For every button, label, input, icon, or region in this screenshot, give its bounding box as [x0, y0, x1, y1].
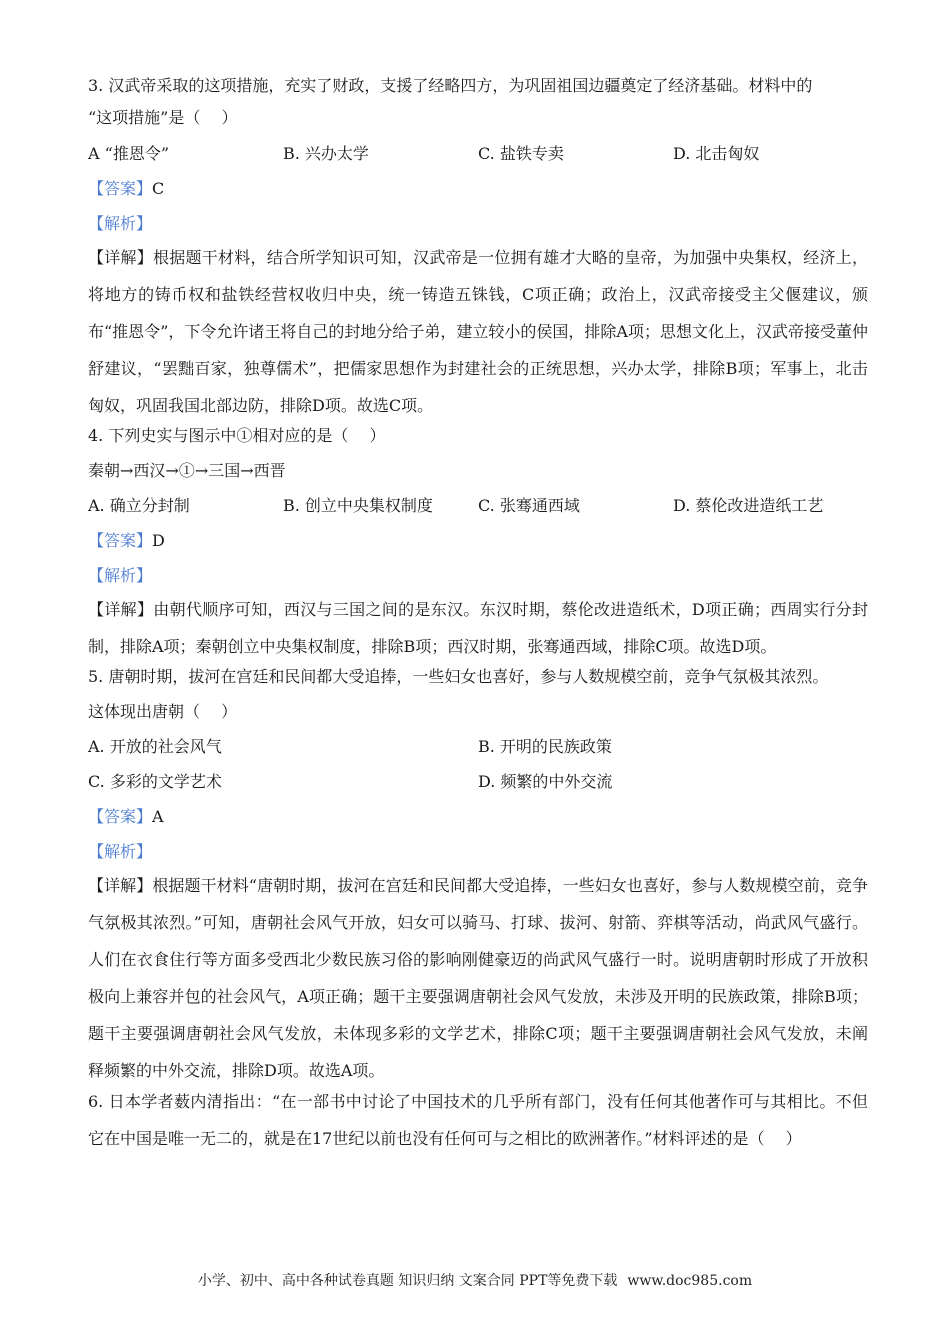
detail-text: 由朝代顺序可知，西汉与三国之间的是东汉。东汉时期，蔡伦改进造纸术，D项正确；西周实行分封制，排除A项；秦朝创立中央集权制度，排除B项；西汉时期，张骞通西域，排除C项。故选D项。: [88, 600, 868, 656]
q4-analysis: [88, 558, 868, 593]
q5-options-row2: [88, 764, 868, 799]
q3-stem-line2: “这项措施”是（ ）: [88, 108, 238, 127]
answer-tag: 【答案】: [88, 178, 153, 198]
detail-text: 根据题干材料，结合所学知识可知，汉武帝是一位拥有雄才大略的皇帝，为加强中央集权，经济上，将地方的铸币权和盐铁经营权收归中央，统一铸造五铢钱，C项正确；政治上，汉武帝接受主父偃建议，颁布“推恩令”，下令允许诸王将自己的封地分给子弟，建立较小的侯国，排除A项；思想文化上，汉武帝接受董仲舒建议，“罢黜百家，独尊儒术”，把儒家思想作为封建社会的正统思想，兴办太学，排除B项；军事上，北击匈奴，巩固我国北部边防，排除D项。故选C项。: [88, 248, 868, 415]
option-d: D. 北击匈奴: [673, 143, 760, 163]
footer-text: 小学、初中、高中各种试卷真题 知识归纳 文案合同 PPT等免费下载: [197, 1273, 618, 1289]
detail-tag: 【详解】: [88, 876, 153, 895]
answer-value: C: [152, 178, 165, 198]
q5-options-row1: [88, 729, 868, 764]
option-b: B. 开明的民族政策: [478, 736, 612, 756]
q5-stem-line1: 5. 唐朝时期，拔河在宫廷和民间都大受追捧，一些妇女也喜好，参与人数规模空前，竞争气氛极其浓烈。: [88, 666, 829, 686]
q3-detail: [88, 239, 868, 424]
q4-options: [88, 488, 868, 523]
analysis-tag: 【解析】: [88, 565, 153, 585]
option-a: A. 确立分封制: [88, 495, 190, 515]
page-footer: [0, 1270, 950, 1290]
q4-detail: [88, 591, 868, 665]
q5-analysis: [88, 834, 868, 869]
q4-answer: [88, 523, 868, 558]
q3-analysis: [88, 206, 868, 241]
answer-tag: 【答案】: [88, 806, 153, 826]
analysis-tag: 【解析】: [88, 213, 153, 233]
q5-stem-line2: 这体现出唐朝（ ）: [88, 701, 238, 721]
option-c: C. 张骞通西域: [478, 495, 580, 515]
option-b: B. 创立中央集权制度: [283, 495, 433, 515]
q3-answer: [88, 171, 868, 206]
q6-stem: 6. 日本学者薮内清指出：“在一部书中讨论了中国技术的几乎所有部门，没有任何其他著作可与其相比。不但它在中国是唯一无二的，就是在17世纪以前也没有任何可与之相比的欧洲著作。”材料评述的是（ ）: [88, 1092, 868, 1148]
document-page: [88, 72, 868, 1157]
option-b: B. 兴办太学: [283, 143, 369, 163]
detail-tag: 【详解】: [88, 248, 154, 267]
answer-value: A: [152, 806, 164, 826]
option-d: D. 蔡伦改进造纸工艺: [673, 495, 824, 515]
q4-stem: 4. 下列史实与图示中①相对应的是（ ）: [88, 425, 386, 445]
q4-sequence: 秦朝→西汉→①→三国→西晋: [88, 460, 286, 480]
option-c: C. 盐铁专卖: [478, 143, 564, 163]
option-c: C. 多彩的文学艺术: [88, 771, 222, 791]
option-d: D. 频繁的中外交流: [478, 771, 613, 791]
option-a: A. 开放的社会风气: [88, 736, 222, 756]
q3-options: [88, 136, 868, 171]
detail-text: 根据题干材料“唐朝时期，拔河在宫廷和民间都大受追捧，一些妇女也喜好，参与人数规模空前，竞争气氛极其浓烈。”可知，唐朝社会风气开放，妇女可以骑马、打球、拔河、射箭、弈棋等活动，尚武风气盛行。人们在衣食住行等方面多受西北少数民族习俗的影响刚健豪迈的尚武风气盛行一时。说明唐朝时形成了开放积极向上兼容并包的社会风气，A项正确；题干主要强调唐朝社会风气发放，未涉及开明的民族政策，排除B项；题干主要强调唐朝社会风气发放，未体现多彩的文学艺术，排除C项；题干主要强调唐朝社会风气发放，未阐释频繁的中外交流，排除D项。故选A项。: [88, 876, 868, 1080]
answer-value: D: [152, 530, 165, 550]
detail-tag: 【详解】: [88, 600, 154, 619]
option-a: A “推恩令”: [88, 143, 170, 163]
answer-tag: 【答案】: [88, 530, 153, 550]
q5-answer: [88, 799, 868, 834]
footer-url[interactable]: www.doc985.com: [627, 1273, 753, 1289]
analysis-tag: 【解析】: [88, 841, 153, 861]
q3-stem-line1: 3. 汉武帝采取的这项措施，充实了财政，支援了经略四方，为巩固祖国边疆奠定了经济基础。材料中的: [88, 76, 813, 95]
q5-detail: [88, 867, 868, 1089]
